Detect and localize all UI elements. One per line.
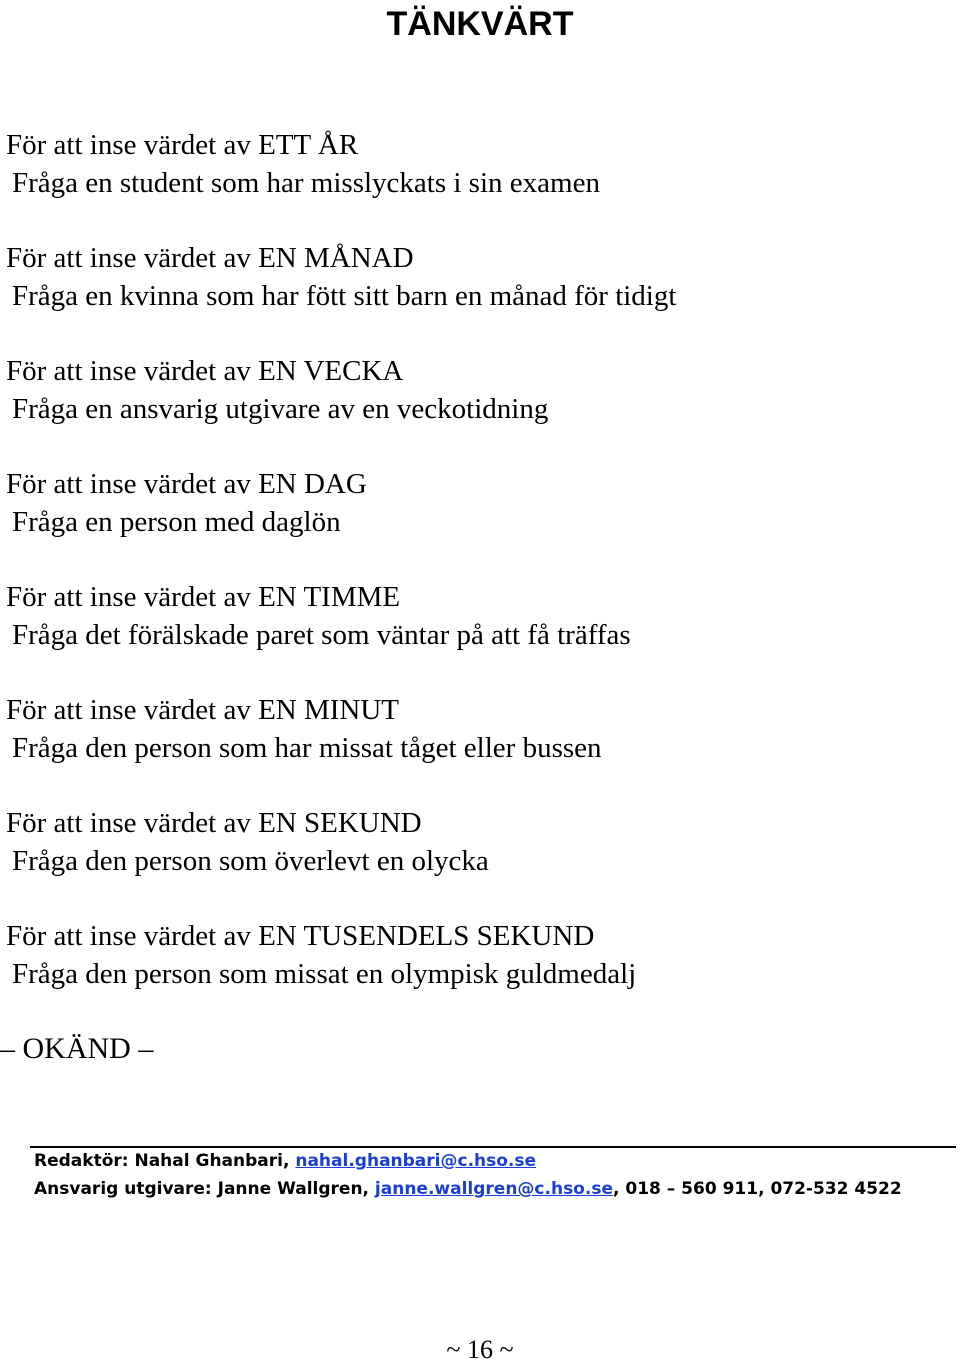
editor-email-link[interactable]: nahal.ghanbari@c.hso.se (295, 1151, 537, 1171)
stanza-month (6, 239, 676, 315)
stanza-line-ask: Fråga en kvinna som har fött sitt barn en månad för tidigt (12, 280, 677, 312)
stanza-line-value: För att inse värdet av EN MÅNAD (6, 242, 414, 274)
stanza-hour (6, 578, 631, 654)
stanza-line-value: För att inse värdet av EN MINUT (6, 694, 400, 726)
stanza-week (6, 352, 548, 428)
footer-divider (30, 1146, 956, 1148)
page-number: ~ 16 ~ (446, 1335, 514, 1364)
stanza-line-ask: Fråga en ansvarig utgivare av en veckotidning (12, 393, 549, 425)
stanza-line-ask: Fråga en person med daglön (12, 506, 341, 538)
stanza-line-ask: Fråga den person som överlevt en olycka (12, 845, 489, 877)
attribution: – OKÄND – (0, 1032, 154, 1065)
stanza-line-ask: Fråga den person som har missat tåget eller bussen (12, 732, 602, 764)
stanza-line-value: För att inse värdet av EN TUSENDELS SEKUND (6, 920, 595, 952)
stanza-day (6, 465, 367, 541)
publisher-phones: , 018 – 560 911, 072-532 4522 (612, 1179, 902, 1199)
publisher-label: Ansvarig utgivare: Janne Wallgren, (34, 1179, 375, 1199)
stanza-line-ask: Fråga den person som missat en olympisk guldmedalj (12, 958, 637, 990)
stanza-line-value: För att inse värdet av EN VECKA (6, 355, 404, 387)
stanza-second (6, 804, 489, 880)
publisher-email-link[interactable]: janne.wallgren@c.hso.se (374, 1179, 613, 1199)
stanza-millisecond (6, 917, 636, 993)
stanza-line-value: För att inse värdet av EN SEKUND (6, 807, 422, 839)
stanza-line-value: För att inse värdet av ETT ÅR (6, 129, 359, 161)
stanza-line-ask: Fråga det förälskade paret som väntar på att få träffas (12, 619, 631, 651)
footer-editor-line (34, 1150, 536, 1172)
page-title: TÄNKVÄRT (386, 5, 574, 43)
footer-publisher-line (34, 1178, 902, 1200)
stanza-line-value: För att inse värdet av EN DAG (6, 468, 367, 500)
stanza-line-value: För att inse värdet av EN TIMME (6, 581, 401, 613)
stanza-line-ask: Fråga en student som har misslyckats i sin examen (12, 167, 600, 199)
editor-label: Redaktör: Nahal Ghanbari, (34, 1151, 296, 1171)
stanza-year (6, 126, 600, 202)
stanza-minute (6, 691, 602, 767)
